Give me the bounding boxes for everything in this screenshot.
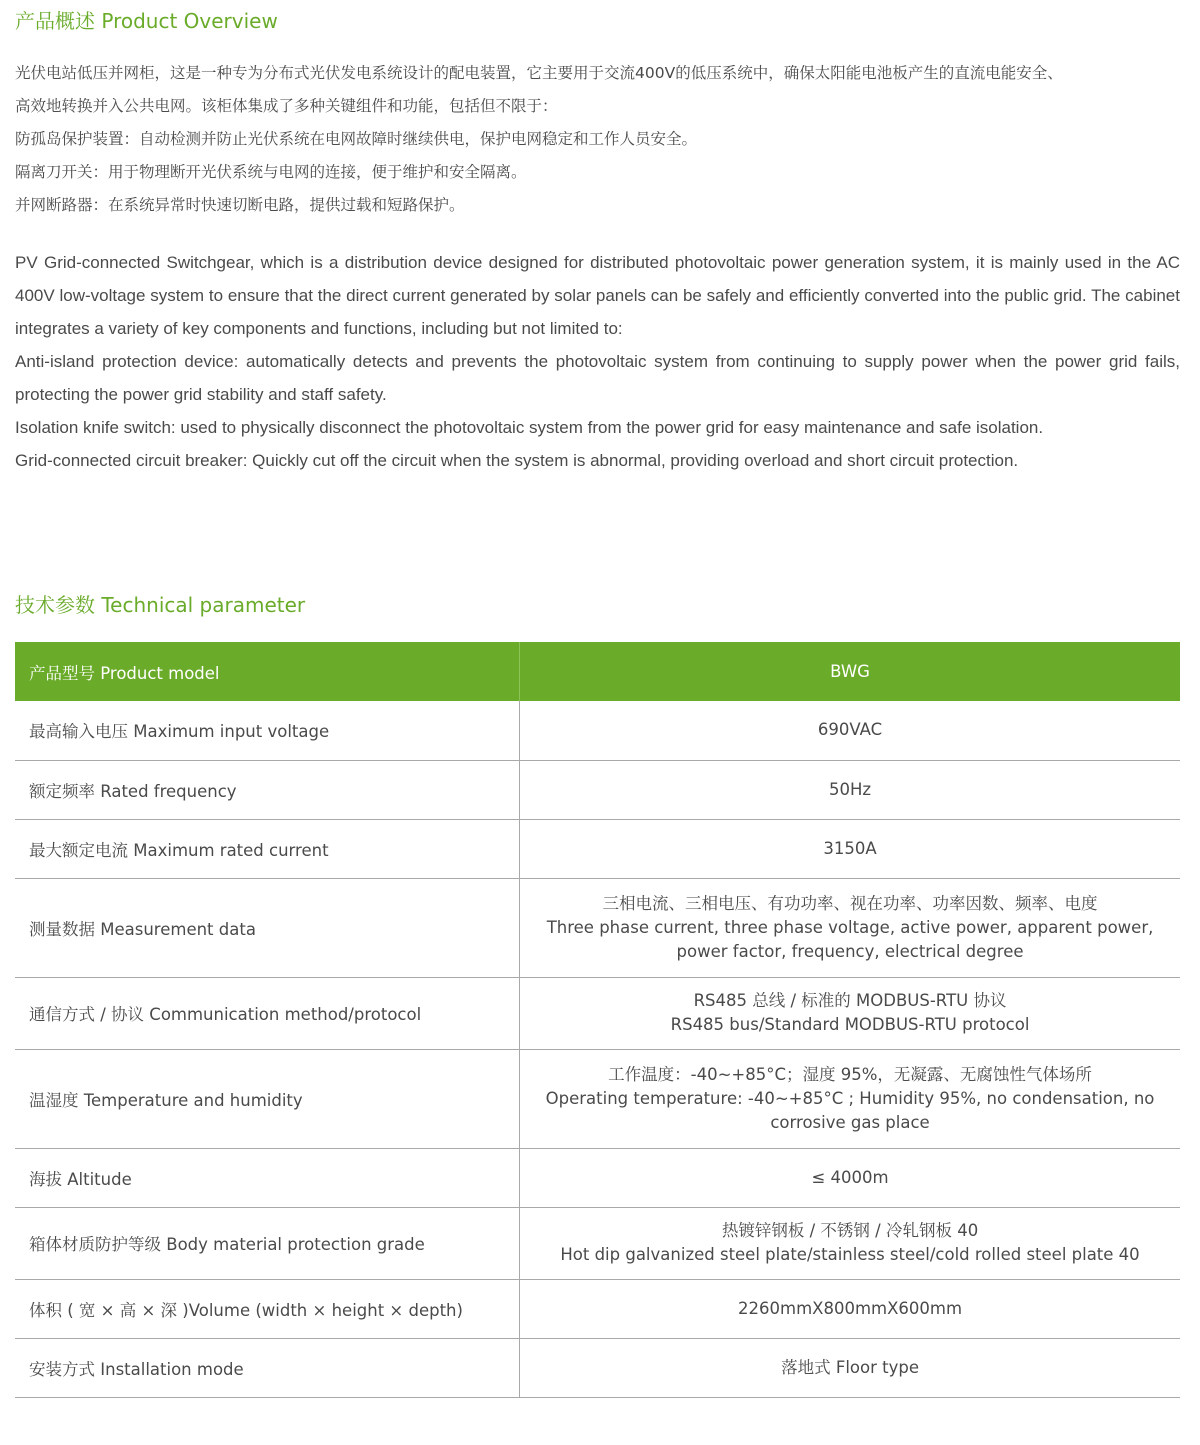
table-row	[15, 1338, 1180, 1397]
overview-cn-paragraph: 并网断路器：在系统异常时快速切断电路，提供过载和短路保护。	[15, 196, 465, 214]
overview-en-paragraph: PV Grid-connected Switchgear, which is a distribution device designed for distributed photovoltaic power generation system, it is mainly used in the AC 400V low-voltage system to ensure that the direct current generated by solar panels can be safely and efficiently converted into the public grid. The cabinet integrates a variety of key components and functions, including but not limited to:	[15, 253, 1180, 338]
header-value: BWG	[520, 642, 1180, 701]
row-value	[520, 819, 1180, 878]
row-value	[520, 701, 1180, 760]
overview-en-paragraph: Grid-connected circuit breaker: Quickly cut off the circuit when the system is abnormal, providing overload and short circuit protection.	[15, 451, 1019, 470]
table-row	[15, 819, 1180, 878]
row-value-line: 热镀锌钢板 / 不锈钢 / 冷轧钢板 40	[721, 1221, 979, 1240]
table-row	[15, 977, 1180, 1049]
row-value-line: 3150A	[823, 838, 877, 858]
table-row	[15, 1148, 1180, 1207]
parameter-table	[15, 642, 1180, 1398]
row-label: 测量数据 Measurement data	[15, 878, 520, 977]
header-label: 产品型号 Product model	[15, 642, 520, 701]
technical-title: 技术参数 Technical parameter	[15, 593, 306, 617]
row-value-line: corrosive gas place	[770, 1112, 930, 1132]
row-value	[520, 878, 1180, 977]
row-label: 温湿度 Temperature and humidity	[15, 1049, 520, 1148]
table-row	[15, 701, 1180, 760]
row-value-line: ≤ 4000m	[811, 1167, 889, 1187]
row-value-line: Hot dip galvanized steel plate/stainless steel/cold rolled steel plate 40	[560, 1245, 1140, 1264]
overview-cn-text	[15, 57, 1180, 222]
row-value-line: power factor, frequency, electrical degree	[676, 941, 1024, 961]
table-row	[15, 760, 1180, 819]
table-row	[15, 1049, 1180, 1148]
table-row	[15, 878, 1180, 977]
row-value-line: 工作温度：-40~+85°C；湿度 95%，无凝露、无腐蚀性气体场所	[608, 1064, 1092, 1084]
table-header-row	[15, 642, 1180, 701]
row-value-line: Three phase current, three phase voltage, active power, apparent power,	[546, 917, 1154, 937]
row-label: 通信方式 / 协议 Communication method/protocol	[15, 977, 520, 1049]
row-value	[520, 1207, 1180, 1279]
row-label: 海拔 Altitude	[15, 1148, 520, 1207]
overview-en-text	[15, 246, 1180, 477]
overview-cn-paragraph: 光伏电站低压并网柜，这是一种专为分布式光伏发电系统设计的配电装置，它主要用于交流400V的低压系统中，确保太阳能电池板产生的直流电能安全、	[15, 64, 1063, 82]
overview-cn-paragraph: 防孤岛保护装置：自动检测并防止光伏系统在电网故障时继续供电，保护电网稳定和工作人员安全。	[15, 130, 698, 148]
row-label: 最高输入电压 Maximum input voltage	[15, 701, 520, 760]
row-label: 箱体材质防护等级 Body material protection grade	[15, 1207, 520, 1279]
overview-cn-paragraph: 高效地转换并入公共电网。该柜体集成了多种关键组件和功能，包括但不限于：	[15, 97, 558, 115]
row-value-line: 2260mmX800mmX600mm	[738, 1298, 963, 1318]
table-body	[15, 701, 1180, 1397]
row-value-line: 690VAC	[817, 720, 883, 740]
row-value-line: RS485 bus/Standard MODBUS-RTU protocol	[670, 1015, 1030, 1034]
row-label: 额定频率 Rated frequency	[15, 760, 520, 819]
row-value	[520, 1148, 1180, 1207]
overview-en-paragraph: Anti-island protection device: automatically detects and prevents the photovoltaic system from continuing to supply power when the power grid fails, protecting the power grid stability and staff safety.	[15, 352, 1180, 404]
row-value	[520, 977, 1180, 1049]
row-value-line: 三相电流、三相电压、有功功率、视在功率、功率因数、频率、电度	[602, 893, 1098, 913]
row-value-line: 50Hz	[828, 779, 872, 799]
row-value-line: 落地式 Floor type	[781, 1357, 919, 1377]
row-label: 体积 ( 宽 × 高 × 深 )Volume (width × height × depth)	[15, 1279, 520, 1338]
row-label: 最大额定电流 Maximum rated current	[15, 819, 520, 878]
table-row	[15, 1207, 1180, 1279]
row-label: 安装方式 Installation mode	[15, 1338, 520, 1397]
row-value-line: RS485 总线 / 标准的 MODBUS-RTU 协议	[693, 991, 1007, 1010]
overview-cn-paragraph: 隔离刀开关：用于物理断开光伏系统与电网的连接，便于维护和安全隔离。	[15, 163, 527, 181]
overview-title: 产品概述 Product Overview	[15, 9, 278, 33]
row-value	[520, 760, 1180, 819]
overview-en-paragraph: Isolation knife switch: used to physically disconnect the photovoltaic system from the power grid for easy maintenance and safe isolation.	[15, 418, 1044, 437]
row-value	[520, 1338, 1180, 1397]
row-value	[520, 1049, 1180, 1148]
row-value-line: Operating temperature: -40~+85°C ; Humidity 95%, no condensation, no	[545, 1088, 1155, 1108]
row-value	[520, 1279, 1180, 1338]
table-row	[15, 1279, 1180, 1338]
